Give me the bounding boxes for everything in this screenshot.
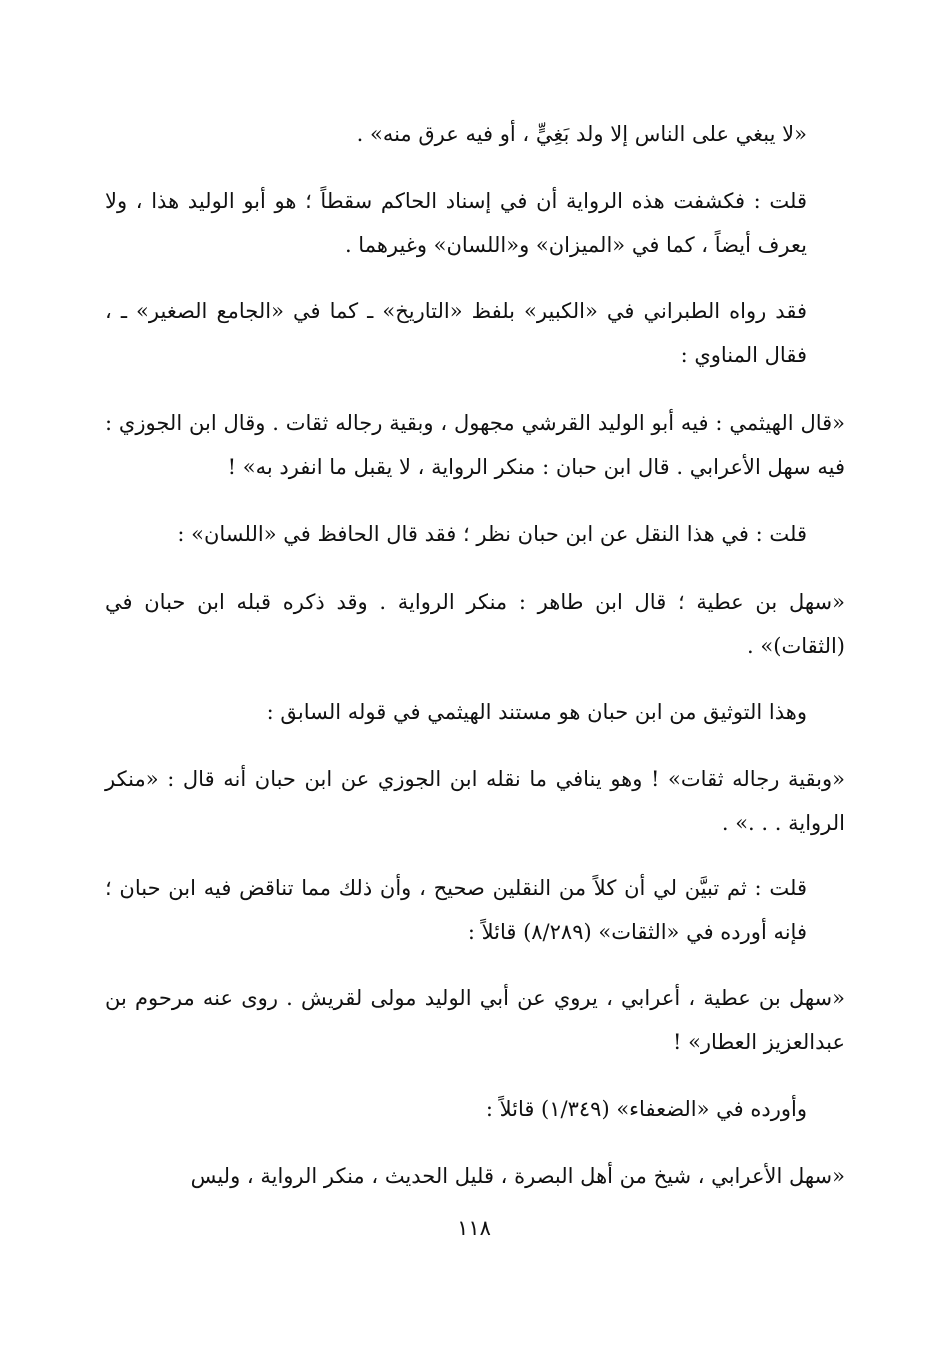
paragraph-comment-naql: قلت : في هذا النقل عن ابن حبان نظر ؛ فقد قال الحافظ في «اللسان» : xyxy=(177,522,807,546)
paragraph-duafa-quote: «سهل الأعرابي ، شيخ من أهل البصرة ، قليل الحديث ، منكر الرواية ، وليس xyxy=(190,1164,845,1188)
page-number: ١١٨ xyxy=(457,1216,491,1240)
paragraph-hadith-quote: «لا يبغي على الناس إلا ولد بَغِيٍّ ، أو فيه عرق منه» . xyxy=(356,122,807,146)
paragraph-duafa: وأورده في «الضعفاء» (١/٣٤٩) قائلاً : xyxy=(485,1097,807,1121)
paragraph-tabarani: فقد رواه الطبراني في «الكبير» بلفظ «التاريخ» ـ كما في «الجامع الصغير» ـ ، فقال المناوي : xyxy=(105,299,807,367)
paragraph-baqiyat-rijal: «وبقية رجاله ثقات» ! وهو ينافي ما نقله ابن الجوزي عن ابن حبان أنه قال : «منكر الرواية . . .» . xyxy=(105,767,845,835)
paragraph-comment-tanaqud: قلت : ثم تبيَّن لي أن كلاً من النقلين صحيح ، وأن ذلك مما تناقض فيه ابن حبان ؛ فإنه أورده في «الثقات» (٨/٢٨٩) قائلاً : xyxy=(105,876,807,944)
paragraph-haythami-quote: «قال الهيثمي : فيه أبو الوليد القرشي مجهول ، وبقية رجاله ثقات . وقال ابن الجوزي : فيه سهل الأعرابي . قال ابن حبان : منكر الرواية ، لا يقبل ما انفرد به» ! xyxy=(105,411,845,479)
paragraph-thiqat-quote: «سهل بن عطية ، أعرابي ، يروي عن أبي الوليد مولى لقريش . روى عنه مرحوم بن عبدالعزيز العطار» ! xyxy=(105,986,845,1054)
paragraph-comment-isnad: قلت : فكشفت هذه الرواية أن في إسناد الحاكم سقطاً ؛ هو أبو الوليد هذا ، ولا يعرف أيضاً ، كما في «الميزان» و«اللسان» وغيرهما . xyxy=(105,189,807,257)
paragraph-lisan-quote: «سهل بن عطية ؛ قال ابن طاهر : منكر الرواية . وقد ذكره قبله ابن حبان في (الثقات)» . xyxy=(105,590,845,658)
paragraph-tawthiq: وهذا التوثيق من ابن حبان هو مستند الهيثمي في قوله السابق : xyxy=(266,700,807,724)
